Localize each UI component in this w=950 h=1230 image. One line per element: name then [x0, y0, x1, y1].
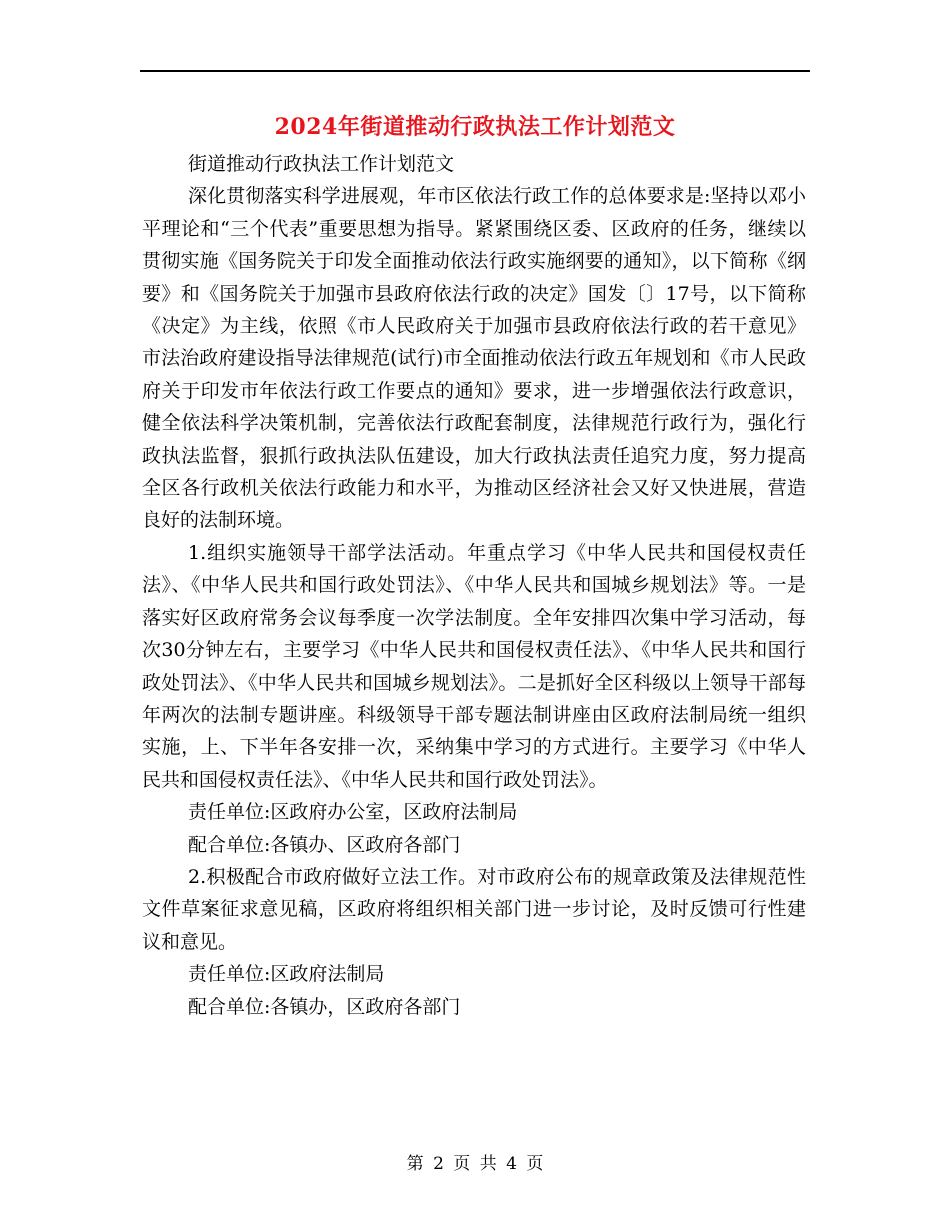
paragraph-overview: 深化贯彻落实科学进展观，年市区依法行政工作的总体要求是:坚持以邓小平理论和“三个代表”重要思想为指导。紧紧围绕区委、区政府的任务，继续以贯彻实施《国务院关于印发全面推动依法行政实施纲要的通知》，以下简称《纲要》和《国务院关于加强市县政府依法行政的决定》国发〔〕17号，以下简称《决定》为主线，依照《市人民政府关于加强市县政府依法行政的若干意见》市法治政府建设指导法律规范(试行)市全面推动依法行政五年规划和《市人民政府关于印发市年依法行政工作要点的通知》要求，进一步增强依法行政意识，健全依法科学决策机制，完善依法行政配套制度，法律规范行政行为，强化行政执法监督，狠抓行政执法队伍建设，加大行政执法责任追究力度，努力提高全区各行政机关依法行政能力和水平，为推动区经济社会又好又快进展，营造良好的法制环境。	[142, 185, 806, 532]
paragraph-responsible-unit-1: 责任单位:区政府办公室，区政府法制局	[188, 801, 518, 824]
page-footer	[0, 1152, 950, 1176]
paragraph-responsible-unit-2: 责任单位:区政府法制局	[188, 963, 385, 986]
paragraph-cooperating-unit-1: 配合单位:各镇办、区政府各部门	[188, 833, 461, 856]
paragraph-item-1: 1.组织实施领导干部学法活动。年重点学习《中华人民共和国侵权责任法》、《中华人民共和国行政处罚法》、《中华人民共和国城乡规划法》等。一是落实好区政府常务会议每季度一次学法制度。全年安排四次集中学习活动，每次30分钟左右，主要学习《中华人民共和国侵权责任法》、《中华人民共和国行政处罚法》、《中华人民共和国城乡规划法》。二是抓好全区科级以上领导干部每年两次的法制专题讲座。科级领导干部专题法制讲座由区政府法制局统一组织实施，上、下半年各安排一次，采纳集中学习的方式进行。主要学习《中华人民共和国侵权责任法》、《中华人民共和国行政处罚法》。	[142, 541, 806, 791]
page-number-total: 4	[506, 1154, 517, 1174]
page-label-total-prefix: 共	[479, 1154, 497, 1174]
header-rule	[140, 70, 810, 72]
paragraph-cooperating-unit-2: 配合单位:各镇办，区政府各部门	[188, 995, 461, 1018]
page-number-current: 2	[433, 1154, 444, 1174]
paragraph-subtitle: 街道推动行政执法工作计划范文	[188, 153, 455, 175]
paragraph-item-2: 2.积极配合市政府做好立法工作。对市政府公布的规章政策及法律规范性文件草案征求意见稿，区政府将组织相关部门进一步讨论，及时反馈可行性建议和意见。	[142, 865, 806, 953]
page-label-prefix: 第	[406, 1154, 424, 1174]
document-title: 2024年街道推动行政执法工作计划范文	[274, 114, 676, 140]
document-body	[142, 148, 806, 1023]
page-label-suffix: 页	[526, 1154, 544, 1174]
page-label-mid: 页	[453, 1154, 471, 1174]
